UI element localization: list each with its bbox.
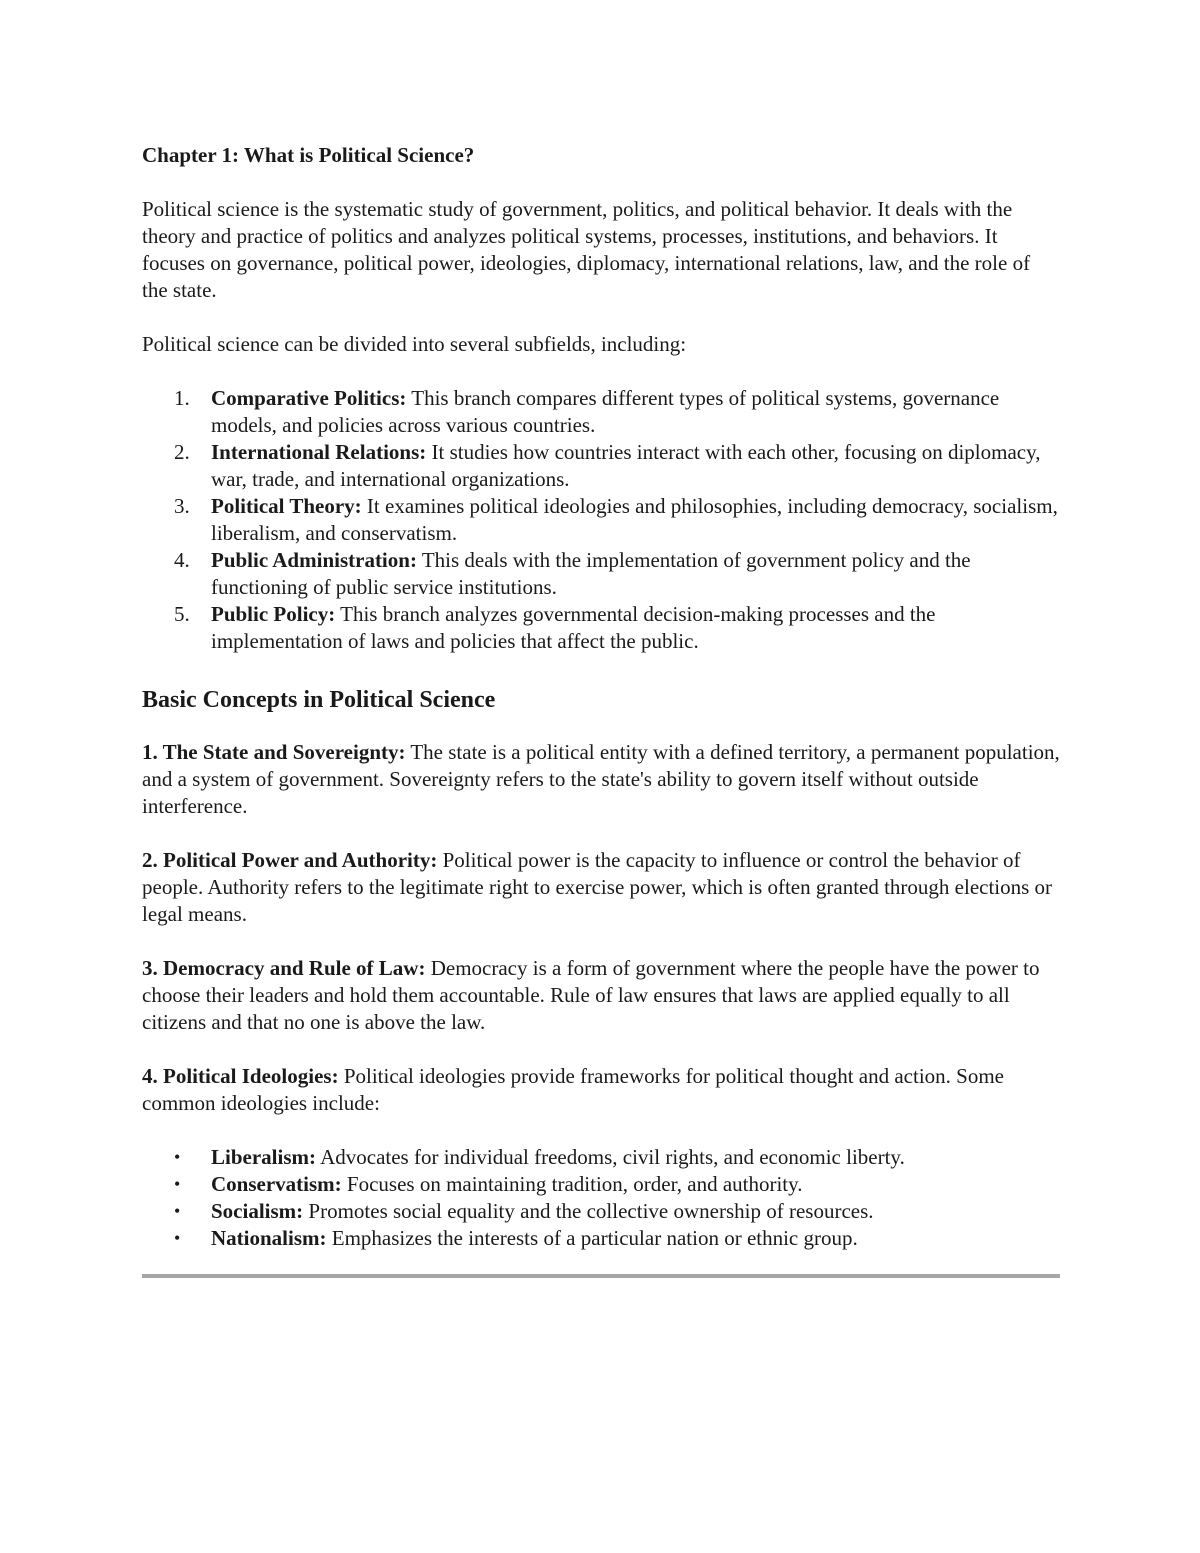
list-number: 4. — [174, 548, 190, 572]
intro-paragraph: Political science is the systematic study of government, politics, and political behavior. It deals with the theory and practice of politics and analyzes political systems, processes, institutions, and behaviors. It focuses on governance, political power, ideologies, diplomacy, international relations, law, and the role of the state. — [142, 197, 1031, 302]
document-page — [142, 142, 1060, 1278]
ideology-term: Nationalism: — [211, 1226, 327, 1250]
list-number: 5. — [174, 602, 190, 626]
concept-text: The state is a political entity with a defined territory, a permanent population, and a system of government. Sovereignty refers to the state's ability to govern itself without outside interference. — [142, 740, 1060, 818]
concept-paragraph — [142, 1063, 1060, 1117]
list-item — [142, 385, 1060, 439]
list-item — [142, 1198, 1060, 1225]
ideology-term: Socialism: — [211, 1199, 304, 1223]
horizontal-rule — [142, 1274, 1060, 1278]
concept-text: Political power is the capacity to influence or control the behavior of people. Authority refers to the legitimate right to exercise power, which is often granted through elections or legal means. — [142, 848, 1053, 926]
subfields-lead: Political science can be divided into several subfields, including: — [142, 332, 687, 356]
concept-term: 3. Democracy and Rule of Law: — [142, 956, 426, 980]
concept-text: Political ideologies provide frameworks for political thought and action. Some common ideologies include: — [142, 1064, 1004, 1115]
concept-paragraph — [142, 739, 1060, 820]
bullet-icon: • — [174, 1201, 181, 1221]
subfield-term: Public Administration: — [211, 548, 417, 572]
concept-term: 4. Political Ideologies: — [142, 1064, 339, 1088]
ideology-term: Conservatism: — [211, 1172, 342, 1196]
subfield-term: International Relations: — [211, 440, 427, 464]
concept-paragraph — [142, 847, 1060, 928]
bullet-icon: • — [174, 1228, 181, 1248]
list-item — [142, 439, 1060, 493]
ideology-description: Promotes social equality and the collective ownership of resources. — [303, 1199, 874, 1223]
subfield-term: Political Theory: — [211, 494, 362, 518]
ideology-term: Liberalism: — [211, 1145, 316, 1169]
concept-paragraph — [142, 955, 1060, 1036]
subfield-description: It studies how countries interact with each other, focusing on diplomacy, war, trade, and international organizations. — [211, 440, 1041, 491]
list-item — [142, 1171, 1060, 1198]
list-number: 2. — [174, 440, 190, 464]
concept-term: 2. Political Power and Authority: — [142, 848, 438, 872]
subfield-description: This branch compares different types of political systems, governance models, and policies across various countries. — [211, 386, 1000, 437]
subfield-term: Public Policy: — [211, 602, 336, 626]
subfield-description: This branch analyzes governmental decision-making processes and the implementation of laws and policies that affect the public. — [211, 602, 936, 653]
list-number: 3. — [174, 494, 190, 518]
subfield-description: This deals with the implementation of government policy and the functioning of public service institutions. — [211, 548, 971, 599]
concept-text: Democracy is a form of government where the people have the power to choose their leaders and hold them accountable. Rule of law ensures that laws are applied equally to all citizens and that no one is above the law. — [142, 956, 1040, 1034]
chapter-title: Chapter 1: What is Political Science? — [142, 143, 475, 167]
list-item — [142, 547, 1060, 601]
bullet-icon: • — [174, 1174, 181, 1194]
list-item — [142, 1144, 1060, 1171]
ideology-description: Advocates for individual freedoms, civil rights, and economic liberty. — [316, 1145, 905, 1169]
subfields-list — [142, 385, 1060, 655]
ideology-description: Emphasizes the interests of a particular nation or ethnic group. — [326, 1226, 858, 1250]
list-number: 1. — [174, 386, 190, 410]
ideologies-list — [142, 1144, 1060, 1252]
subfield-description: It examines political ideologies and philosophies, including democracy, socialism, liberalism, and conservatism. — [211, 494, 1058, 545]
ideology-description: Focuses on maintaining tradition, order, and authority. — [341, 1172, 803, 1196]
list-item — [142, 1225, 1060, 1252]
list-item — [142, 493, 1060, 547]
concept-term: 1. The State and Sovereignty: — [142, 740, 406, 764]
subfield-term: Comparative Politics: — [211, 386, 407, 410]
section-heading: Basic Concepts in Political Science — [142, 687, 496, 713]
list-item — [142, 601, 1060, 655]
bullet-icon: • — [174, 1147, 181, 1167]
